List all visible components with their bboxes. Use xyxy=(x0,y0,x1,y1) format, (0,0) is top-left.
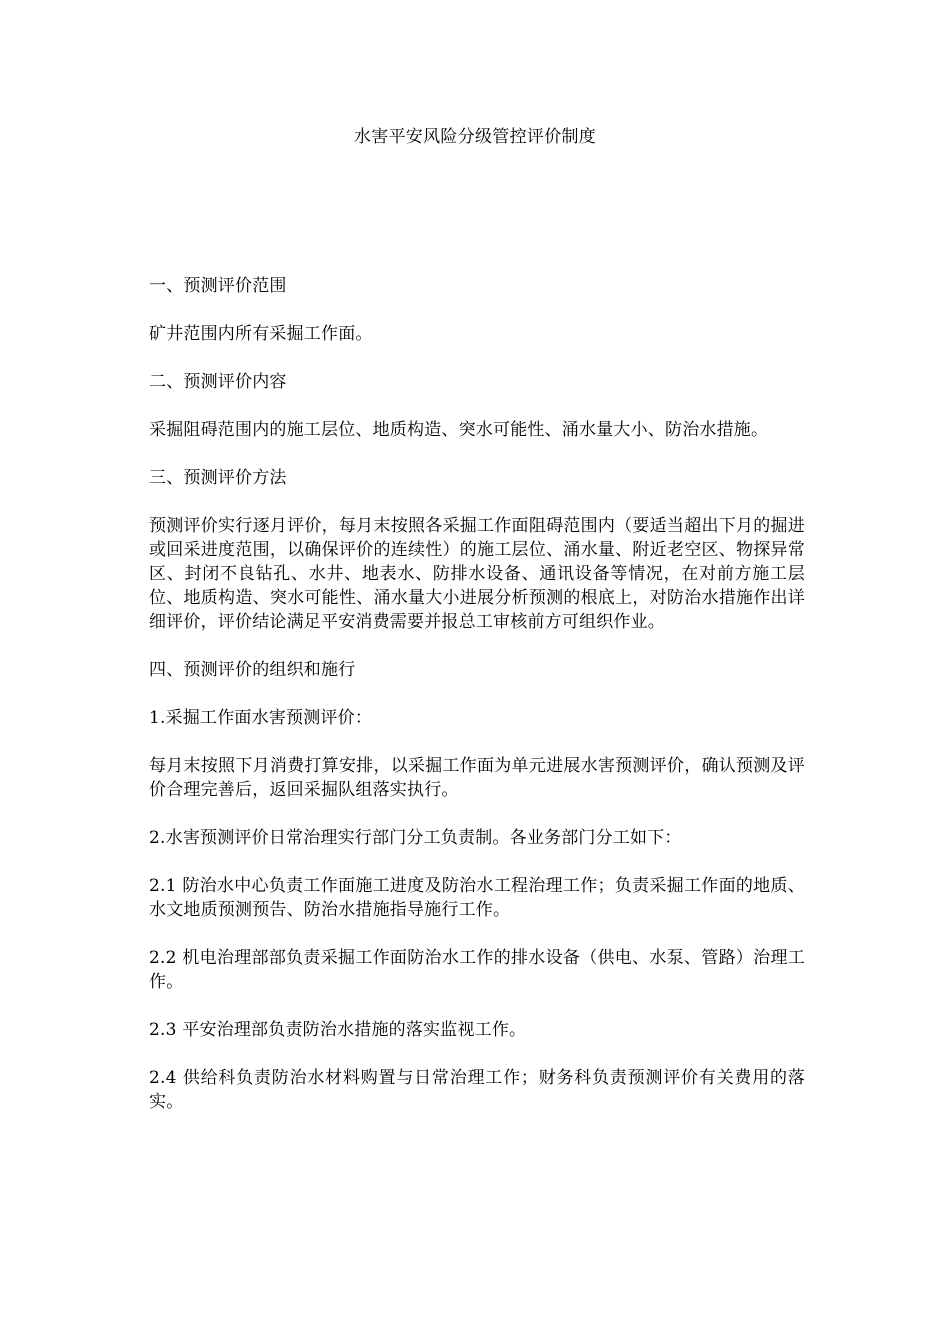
paragraph: 2.4 供给科负责防治水材料购置与日常治理工作；财务科负责预测评价有关费用的落实。 xyxy=(149,1068,805,1112)
paragraph: 预测评价实行逐月评价，每月末按照各采掘工作面阻碍范围内（要适当超出下月的掘进或回采进度范围，以确保评价的连续性）的施工层位、涌水量、附近老空区、物探异常区、封闭不良钻孔、水井、地表水、防排水设备、通讯设备等情况，在对前方施工层位、地质构造、突水可能性、涌水量大小进展分析预测的根底上，对防治水措施作出详细评价，评价结论满足平安消费需要并报总工审核前方可组织作业。 xyxy=(149,516,805,632)
paragraph: 2.1 防治水中心负责工作面施工进度及防治水工程治理工作；负责采掘工作面的地质、水文地质预测预告、防治水措施指导施行工作。 xyxy=(149,876,805,920)
document-body xyxy=(149,274,805,1138)
section-heading-organization: 四、预测评价的组织和施行 xyxy=(149,660,356,680)
document-title: 水害平安风险分级管控评价制度 xyxy=(353,127,597,147)
paragraph: 2.3 平安治理部负责防治水措施的落实监视工作。 xyxy=(149,1020,527,1040)
paragraph: 采掘阻碍范围内的施工层位、地质构造、突水可能性、涌水量大小、防治水措施。 xyxy=(149,420,769,440)
subsection-heading: 1.采掘工作面水害预测评价： xyxy=(149,708,373,728)
paragraph: 矿井范围内所有采掘工作面。 xyxy=(149,324,373,344)
paragraph: 2.水害预测评价日常治理实行部门分工负责制。各业务部门分工如下： xyxy=(149,828,682,848)
section-heading-scope: 一、预测评价范围 xyxy=(149,276,287,296)
paragraph: 2.2 机电治理部部负责采掘工作面防治水工作的排水设备（供电、水泵、管路）治理工作。 xyxy=(149,948,805,992)
paragraph: 每月末按照下月消费打算安排，以采掘工作面为单元进展水害预测评价，确认预测及评价合理完善后，返回采掘队组落实执行。 xyxy=(149,756,805,800)
section-heading-method: 三、预测评价方法 xyxy=(149,468,287,488)
section-heading-content: 二、预测评价内容 xyxy=(149,372,287,392)
